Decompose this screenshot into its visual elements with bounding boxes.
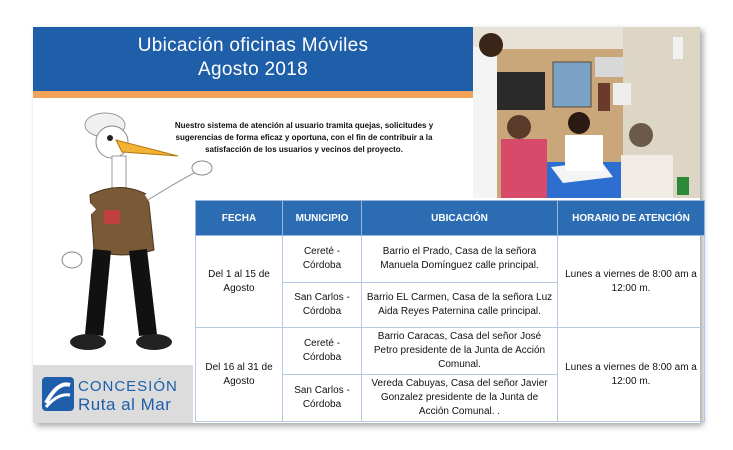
accent-bar [33, 91, 473, 98]
ubicacion-cell: Barrio el Prado, Casa de la señora Manuela Domínguez calle principal. [362, 236, 558, 283]
logo-line-1: CONCESIÓN [78, 378, 178, 395]
office-photo-image [473, 27, 700, 198]
header-fecha: FECHA [196, 201, 283, 236]
ubicacion-cell: Barrio Caracas, Casa del señor José Petro presidente de la Junta de Acción Comunal. [362, 328, 558, 375]
fecha-cell: Del 1 al 15 de Agosto [196, 236, 283, 328]
header-horario: HORARIO DE ATENCIÓN [558, 201, 705, 236]
title-banner [33, 27, 473, 91]
municipio-cell: Cereté - Córdoba [283, 236, 362, 283]
table-header-row [196, 201, 705, 236]
title-line-1: Ubicación oficinas Móviles [137, 35, 369, 56]
office-photo [473, 27, 700, 198]
title-line-2: Agosto 2018 [198, 59, 308, 80]
schedule-table [195, 200, 705, 422]
municipio-cell: San Carlos - Córdoba [283, 375, 362, 422]
header-municipio: MUNICIPIO [283, 201, 362, 236]
table-row [196, 236, 705, 283]
horario-cell: Lunes a viernes de 8:00 am a 12:00 m. [558, 236, 705, 328]
concesion-logo-icon [42, 377, 74, 411]
municipio-cell: San Carlos - Córdoba [283, 283, 362, 328]
table-row [196, 328, 705, 375]
fecha-cell: Del 16 al 31 de Agosto [196, 328, 283, 422]
horario-cell: Lunes a viernes de 8:00 am a 12:00 m. [558, 328, 705, 422]
intro-text: Nuestro sistema de atención al usuario tramita quejas, solicitudes y sugerencias de forma eficaz y oportuna, con el fin de contribuir a la satisfacción de los usuarios y vecinos del proyecto. [174, 121, 434, 154]
ubicacion-cell: Barrio EL Carmen, Casa de la señora Luz Aida Reyes Paternina calle principal. [362, 283, 558, 328]
ubicacion-cell: Vereda Cabuyas, Casa del señor Javier Gonzalez presidente de la Junta de Acción Comunal. . [362, 375, 558, 422]
municipio-cell: Cereté - Córdoba [283, 328, 362, 375]
header-ubicacion: UBICACIÓN [362, 201, 558, 236]
logo-line-2: Ruta al Mar [78, 395, 172, 414]
